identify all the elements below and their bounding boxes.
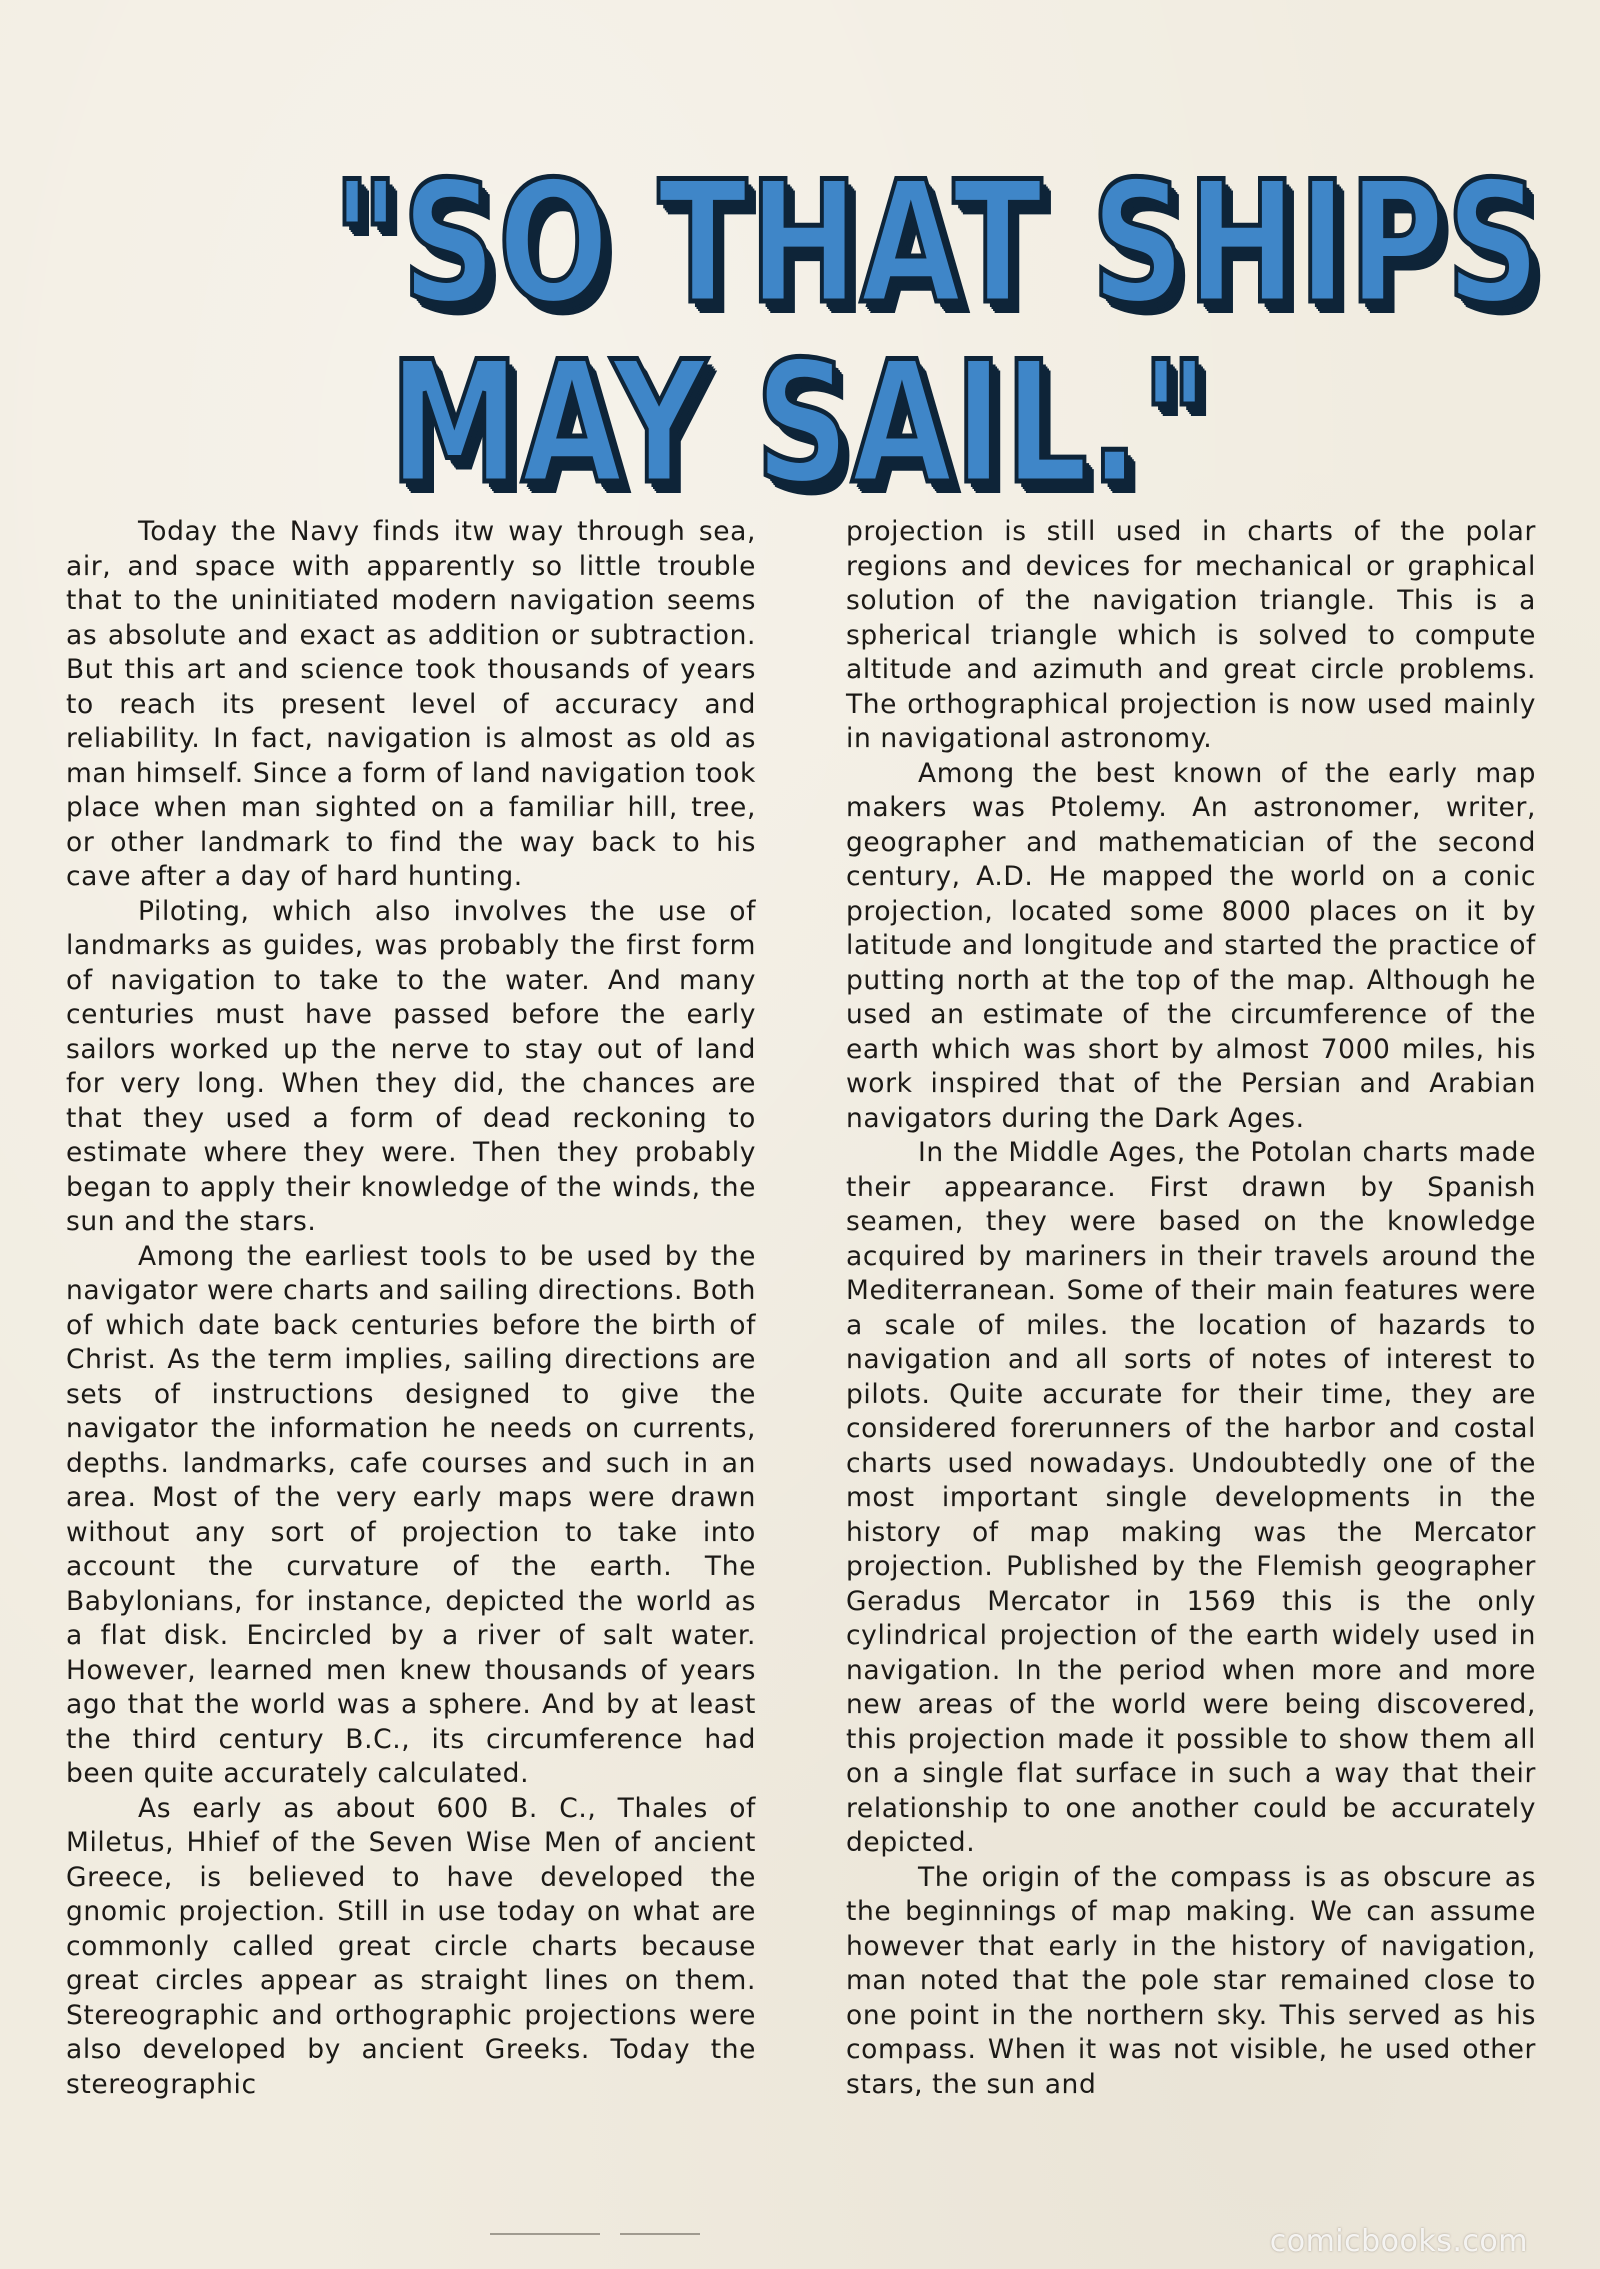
paragraph: Piloting, which also involves the use of landmarks as guides, was probably the first form of navigation to take to the water. And many centuries must have passed before the early sailors worked up the nerve to stay out of land for very long. When they did, the chances are that they used a form of dead reckoning to estimate where they were. Then they probably began to apply their knowledge of the winds, the sun and the stars. [66, 895, 756, 1237]
paragraph: Today the Navy finds itw way through sea, air, and space with apparently so little trouble that to the uninitiated modern navigation seems as absolute and exact as addition or subtraction. But this art and science took thousands of years to reach its present level of accuracy and reliability. In fact, navigation is almost as old as man himself. Since a form of land navigation took place when man sighted on a familiar hill, tree, or other landmark to find the way back to his cave after a day of hard hunting. [66, 516, 756, 892]
page-title [332, 144, 1543, 521]
right-text-column [846, 515, 1536, 2102]
paragraph-continued: projection is still used in charts of the polar regions and devices for mechanical or graphical solution of the navigation triangle. This is a spherical triangle which is solved to compute altitude and azimuth and great circle problems. The orthographical projection is now used mainly in navigational astronomy. [846, 516, 1536, 754]
title-line-1: "SO THAT SHIPS [332, 144, 1543, 341]
footer-rule [620, 2233, 700, 2235]
watermark: comicbooks.com [1269, 2224, 1528, 2259]
title-line-2: MAY SAIL." [389, 324, 1211, 521]
paragraph: Among the earliest tools to be used by the navigator were charts and sailing directions. Both of which date back centuries before the birth of Christ. As the term implies, sailing directions are sets of instructions designed to give the navigator the information he needs on currents, depths. landmarks, cafe courses and such in an area. Most of the very early maps were drawn without any sort of projection to take into account the curvature of the earth. The Babylonians, for instance, depicted the world as a flat disk. Encircled by a river of salt water. However, learned men knew thousands of years ago that the world was a sphere. And by at least the third century B.C., its circumference had been quite accurately calculated. [66, 1240, 757, 1789]
footer-rule [490, 2233, 600, 2235]
paragraph: Among the best known of the early map makers was Ptolemy. An astronomer, writer, geographer and mathematician of the second century, A.D. He mapped the world on a conic projection, located some 8000 places on it by latitude and longitude and started the practice of putting north at the top of the map. Although he used an estimate of the circumference of the earth which was short by almost 7000 miles, his work inspired that of the Persian and Arabian navigators during the Dark Ages. [846, 757, 1536, 1134]
paragraph: In the Middle Ages, the Potolan charts made their appearance. First drawn by Spanish seamen, they were based on the knowledge acquired by mariners in their travels around the Mediterranean. Some of their main features were a scale of miles. the location of hazards to navigation and all sorts of notes of interest to pilots. Quite accurate for their time, they are considered forerunners of the harbor and costal charts used nowadays. Undoubtedly one of the most important single developments in the history of map making was the Mercator projection. Published by the Flemish geographer Geradus Mercator in 1569 this is the only cylindrical projection of the earth widely used in navigation. In the period when more and more new areas of the world were being discovered, this projection made it possible to show them all on a single flat surface in such a way that their relationship to one another could be accurately depicted. [846, 1137, 1536, 1858]
paragraph: As early as about 600 B. C., Thales of Miletus, Hhief of the Seven Wise Men of ancient Greece, is believed to have developed the gnomic projection. Still in use today on what are commonly called great circle charts because great circles appear as straight lines on them. Stereographic and orthographic projections were also developed by ancient Greeks. Today the stereographic [66, 1792, 756, 2100]
paragraph: The origin of the compass is as obscure as the beginnings of map making. We can assume however that early in the history of navigation, man noted that the pole star remained close to one point in the northern sky. This served as his compass. When it was not visible, he used other stars, the sun and [846, 1861, 1536, 2100]
left-text-column [66, 515, 756, 2102]
